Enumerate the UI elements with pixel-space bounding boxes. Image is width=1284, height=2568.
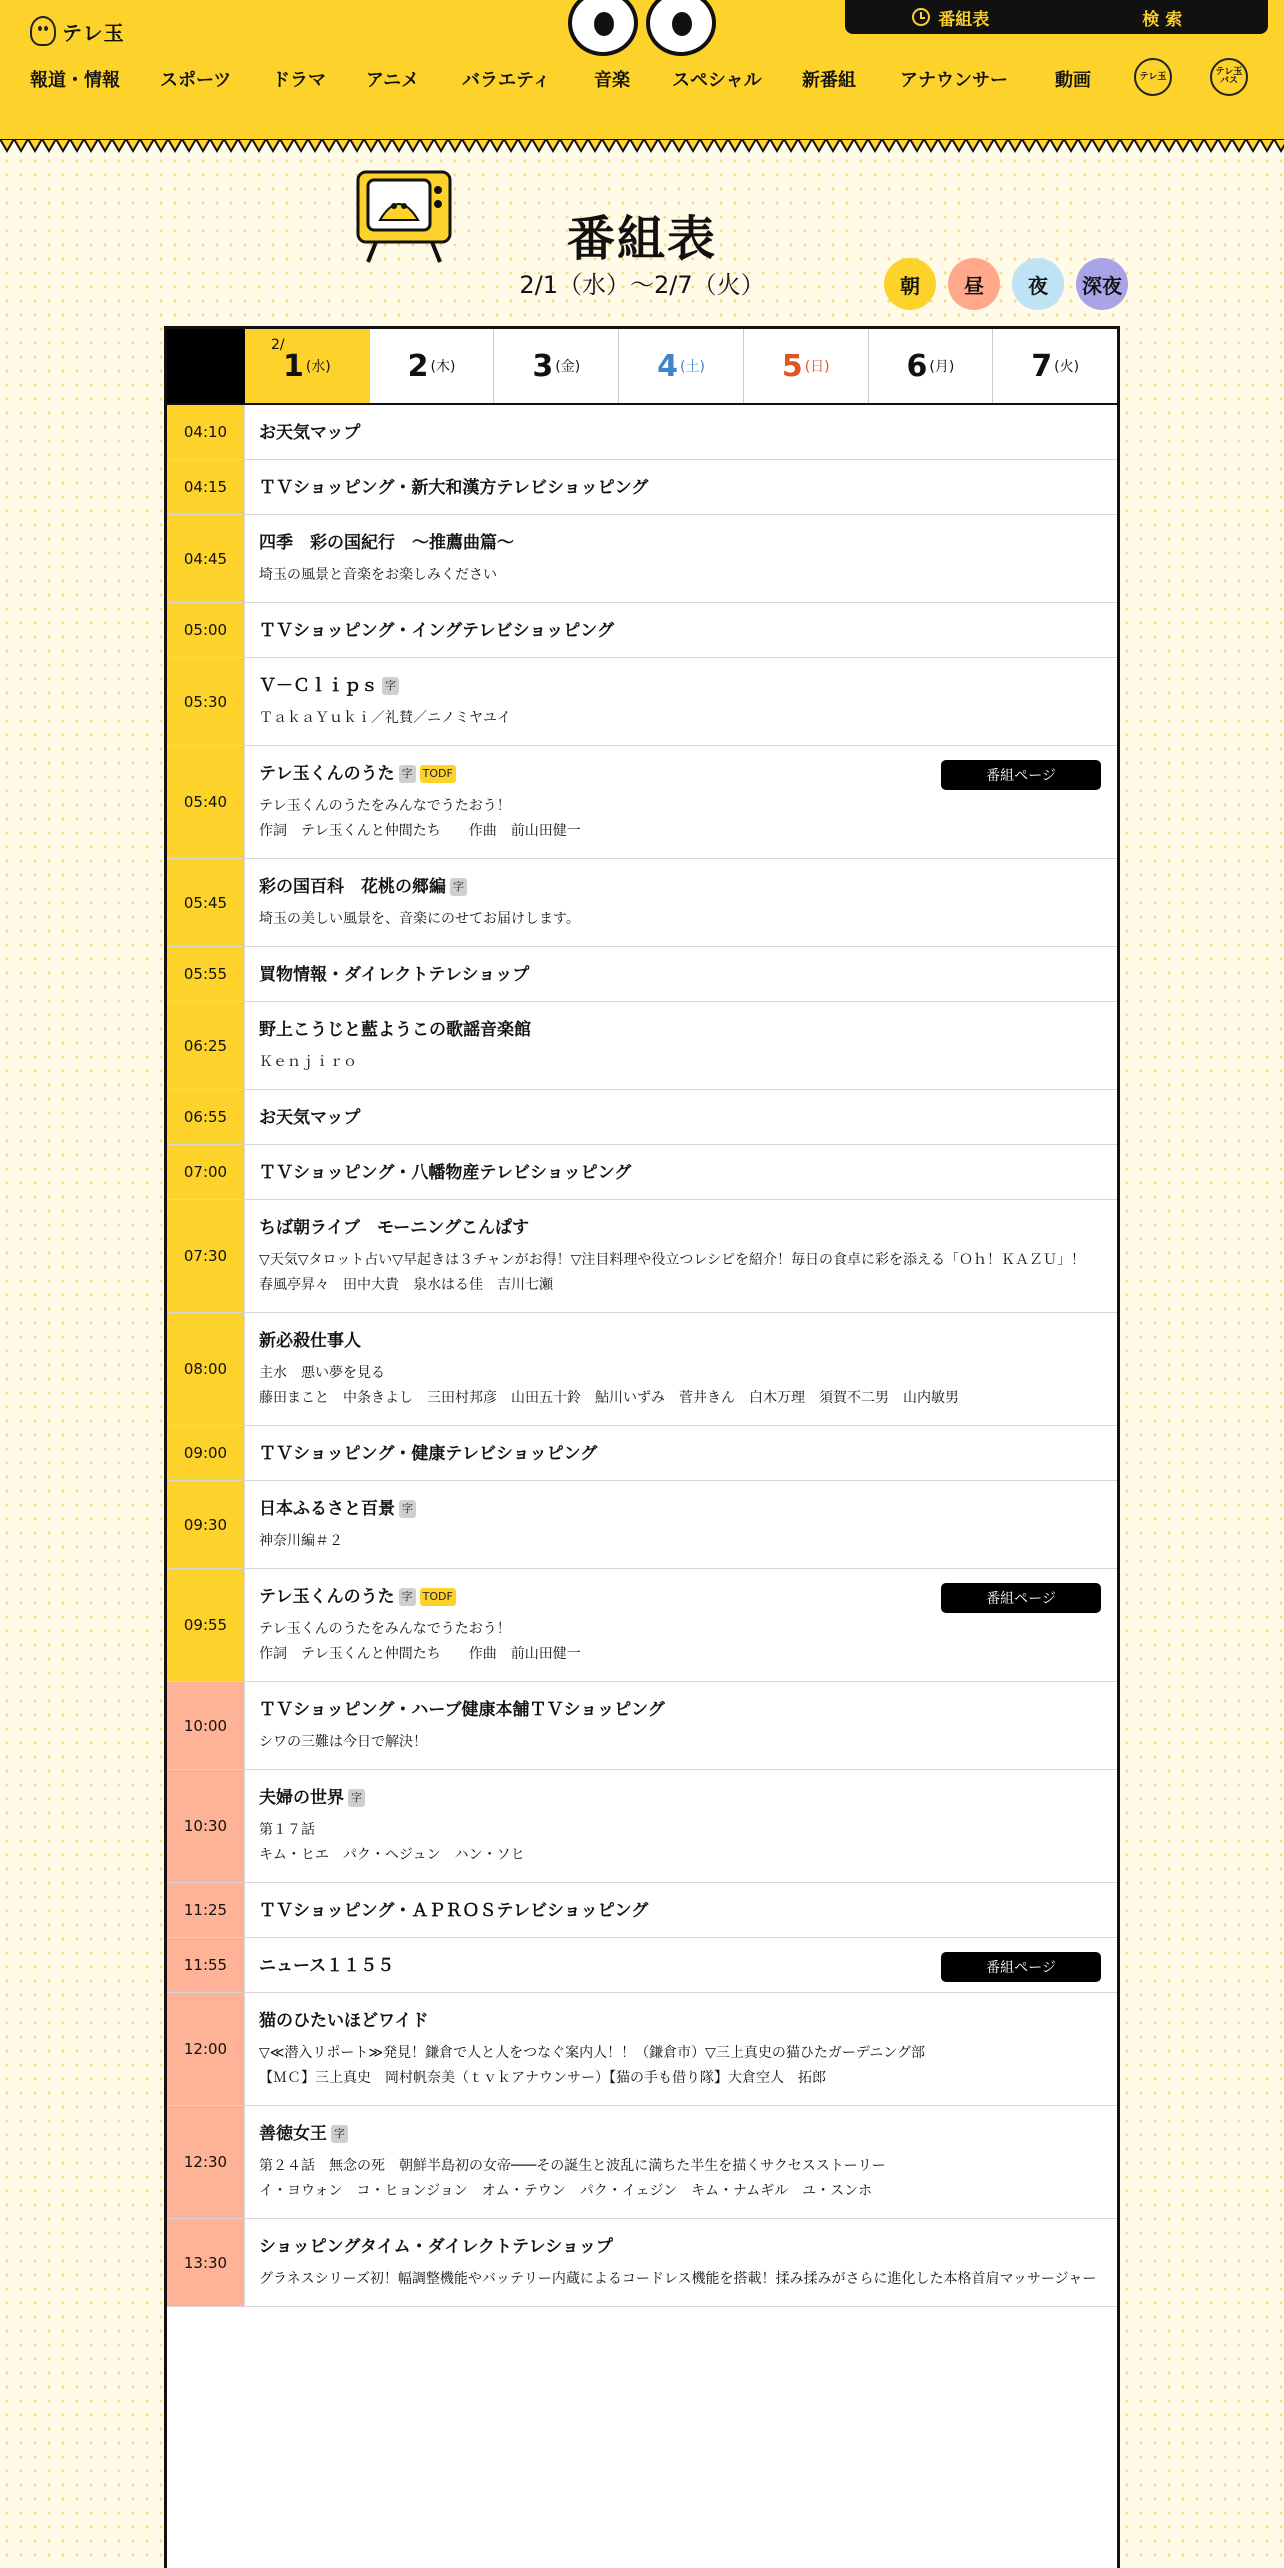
page-title: 番組表 [566,211,717,267]
teletama-bus-round-icon[interactable] [1210,58,1248,96]
program-title-text: 彩の国百科 花桃の郷編 [259,877,446,897]
program-title-text: お天気マップ [259,1108,361,1128]
program-title [259,531,1101,555]
program-body[interactable] [245,1426,1117,1480]
program-body[interactable] [245,1770,1117,1882]
day-tab[interactable] [992,329,1117,403]
todf-badge: TODF [420,1588,456,1606]
day-tab[interactable] [493,329,618,403]
program-body[interactable] [245,1993,1117,2105]
schedule-table [164,326,1120,2568]
program-description: ＴａｋａＹｕｋｉ／礼賛／ニノミヤユイ [259,710,511,726]
program-title [259,421,1101,445]
program-title-text: ショッピングタイム・ダイレクトテレショップ [259,2237,613,2257]
program-row [167,947,1117,1002]
program-row [167,1200,1117,1313]
program-title-text: 猫のひたいほどワイド [259,2011,429,2031]
program-time: 12:00 [167,1993,245,2105]
program-time: 06:25 [167,1002,245,1089]
program-title-text: Ｖ－Ｃｌｉｐｓ [259,676,378,696]
nav-anime[interactable]: アニメ [366,70,420,91]
program-body[interactable] [245,1481,1117,1568]
program-title-text: ちば朝ライブ モーニングこんぱす [259,1218,529,1238]
program-list [167,405,1117,2307]
program-time: 09:00 [167,1426,245,1480]
time-button-1[interactable]: 昼 [948,258,1000,310]
program-title-text: ＴＶショッピング・八幡物産テレビショッピング [259,1163,632,1183]
program-title [259,1216,1101,1240]
program-row [167,1426,1117,1481]
subtitle-badge: 字 [382,677,399,695]
day-tab[interactable] [245,329,369,403]
program-time: 10:30 [167,1770,245,1882]
program-title [259,1786,1101,1810]
program-title [259,2009,1101,2033]
subtitle-badge: 字 [450,878,467,896]
day-weekday: (日) [804,359,830,375]
program-body[interactable] [245,1682,1117,1769]
program-body[interactable] [245,1002,1117,1089]
program-body[interactable] [245,603,1117,657]
program-row [167,1481,1117,1569]
program-row [167,1145,1117,1200]
day-tabs [167,329,1117,405]
program-title [259,1018,1101,1042]
program-description: 主水 悪い夢を見る 藤田まこと 中条きよし 三田村邦彦 山田五十鈴 鮎川いずみ 菅井きん 白木万理 須賀不二男 山内敏男 [259,1365,959,1406]
program-title-text: 日本ふるさと百景 [259,1499,395,1519]
nav-news[interactable]: 報道・情報 [30,70,120,91]
program-title [259,674,1101,698]
program-title-text: ＴＶショッピング・健康テレビショッピング [259,1444,598,1464]
program-title [259,476,1101,500]
program-page-button[interactable]: 番組ページ [941,1583,1101,1613]
time-button-2[interactable]: 夜 [1012,258,1064,310]
program-time: 06:55 [167,1090,245,1144]
program-time: 05:00 [167,603,245,657]
program-body[interactable] [245,658,1117,745]
program-title-text: テレ玉くんのうた [259,764,395,784]
program-description: 埼玉の風景と音楽をお楽しみください [259,567,497,583]
program-title-text: ＴＶショッピング・ＡＰＲＯＳテレビショッピング [259,1901,649,1921]
program-body[interactable] [245,746,1117,858]
time-button-0[interactable]: 朝 [884,258,936,310]
program-title-text: ＴＶショッピング・イングテレビショッピング [259,621,614,641]
nav-special[interactable]: スペシャル [672,70,762,91]
subtitle-badge: 字 [331,2125,348,2143]
program-body[interactable] [245,405,1117,459]
logo-text: テレ玉 [62,20,125,45]
program-row [167,1002,1117,1090]
program-title-text: テレ玉くんのうた [259,1587,395,1607]
nav-sports[interactable]: スポーツ [160,70,232,91]
program-title-text: ニュース１１５５ [259,1956,395,1976]
program-row [167,1569,1117,1682]
mascot-eyes [568,0,716,56]
program-title [259,963,1101,987]
day-number: 6 [906,348,928,384]
program-body[interactable] [245,859,1117,946]
program-description: ▽天気▽タロット占い▽早起きは３チャンがお得！▽注目料理や役立つレシピを紹介！毎日の食卓に彩を添える「Ｏｈ！ＫＡＺＵ」！ 春風亭昇々 田中大貴 泉水はる佳 吉川七瀬 [259,1252,1086,1293]
subtitle-badge: 字 [399,1588,416,1606]
search-link-label: 検 索 [1142,9,1183,30]
day-tab[interactable] [369,329,494,403]
program-time: 04:15 [167,460,245,514]
program-time: 05:30 [167,658,245,745]
program-time: 04:45 [167,515,245,602]
program-title-text: 野上こうじと藍ようこの歌謡音楽館 [259,1020,531,1040]
nav-new-programs[interactable]: 新番組 [802,70,856,91]
program-description: シワの三難は今日で解決！ [259,1734,427,1750]
day-weekday: (木) [430,359,456,375]
nav-variety[interactable]: バラエティ [462,70,551,91]
main-nav [0,66,1284,96]
program-body[interactable] [245,460,1117,514]
day-number: 5 [781,348,803,384]
program-row [167,1682,1117,1770]
subtitle-badge: 字 [348,1789,365,1807]
program-time: 11:25 [167,1883,245,1937]
mascot-icon [30,16,56,46]
nav-announcers[interactable]: アナウンサー [900,70,1008,91]
day-tabs-corner [167,329,245,403]
program-row [167,859,1117,947]
day-number: 4 [657,348,678,384]
search-link[interactable] [1057,5,1269,30]
program-title-text: 夫婦の世界 [259,1788,344,1808]
day-weekday: (水) [305,359,331,375]
program-title-text: ＴＶショッピング・新大和漢方テレビショッピング [259,478,649,498]
day-weekday: (月) [929,359,955,375]
schedule-link[interactable] [845,5,1057,30]
site-header [0,0,1284,140]
eye-icon [568,0,638,56]
program-title [259,1899,1101,1923]
program-time: 08:00 [167,1313,245,1425]
day-weekday: (土) [679,359,705,375]
site-logo[interactable] [30,16,125,46]
program-time: 09:30 [167,1481,245,1568]
date-range: 2/1（水）〜2/7（火） [519,271,765,299]
program-row [167,1883,1117,1938]
program-row [167,2219,1117,2307]
clock-icon [912,8,930,26]
program-title [259,1161,1101,1185]
nav-drama[interactable]: ドラマ [272,70,326,91]
program-title-text: 四季 彩の国紀行 ～推薦曲篇～ [259,533,514,553]
day-tab[interactable] [743,329,868,403]
day-number: 7 [1031,348,1053,384]
day-month: 2/ [271,337,285,353]
program-body[interactable] [245,1313,1117,1425]
program-page-button[interactable]: 番組ページ [941,1952,1101,1982]
program-row [167,1770,1117,1883]
round-icon-label: テレ玉 [1139,71,1167,82]
program-title [259,619,1101,643]
program-title [259,2235,1101,2259]
program-row [167,746,1117,859]
program-time: 05:45 [167,859,245,946]
program-title [259,1497,1101,1521]
program-row [167,1313,1117,1426]
program-description: 第２４話 無念の死 朝鮮半島初の女帝───その誕生と波乱に満ちた半生を描くサクセスストーリー イ・ヨウォン コ・ヒョンジョン オム・テウン パク・イェジン キム・ナムギル ユ・スンホ [259,2158,886,2199]
program-time: 09:55 [167,1569,245,1681]
program-description: グラネスシリーズ初！幅調整機能やバッテリー内蔵によるコードレス機能を搭載！揉み揉みがさらに進化した本格首肩マッサージャー [259,2271,1097,2287]
nav-music[interactable]: 音楽 [594,70,630,91]
header-zigzag-edge [0,139,1284,155]
program-row [167,1938,1117,1993]
nav-video[interactable]: 動画 [1055,70,1091,91]
program-time: 05:40 [167,746,245,858]
program-body[interactable] [245,1883,1117,1937]
program-row [167,1993,1117,2106]
program-time: 04:10 [167,405,245,459]
program-body[interactable] [245,1200,1117,1312]
program-time: 05:55 [167,947,245,1001]
program-body[interactable] [245,1938,1117,1992]
program-title-text: お天気マップ [259,423,361,443]
program-time: 12:30 [167,2106,245,2218]
program-body[interactable] [245,947,1117,1001]
program-description: ▽≪潜入リポート≫発見！鎌倉で人と人をつなぐ案内人！！（鎌倉市）▽三上真史の猫ひたガーデニング部 【ＭＣ】三上真史 岡村帆奈美（ｔｖｋアナウンサー）【猫の手も借り隊】大倉空人 拓郎 [259,2045,926,2086]
program-description: テレ玉くんのうたをみんなでうたおう！ 作詞 テレ玉くんと仲間たち 作曲 前山田健一 [259,798,581,839]
program-row [167,603,1117,658]
program-body[interactable] [245,1569,1117,1681]
eye-icon [646,0,716,56]
day-number: 3 [532,348,554,384]
program-title [259,875,1101,899]
program-page-button[interactable]: 番組ページ [941,760,1101,790]
program-title-text: 善徳女王 [259,2124,327,2144]
program-row [167,658,1117,746]
todf-badge: TODF [420,765,456,783]
program-title [259,1329,1101,1353]
subtitle-badge: 字 [399,765,416,783]
program-body[interactable] [245,515,1117,602]
program-title [259,2122,1101,2146]
teletama-round-icon[interactable] [1134,58,1172,96]
program-time: 13:30 [167,2219,245,2306]
subtitle-badge: 字 [399,1500,416,1518]
program-time: 11:55 [167,1938,245,1992]
program-body[interactable] [245,2219,1117,2306]
program-title [259,1442,1101,1466]
program-description: テレ玉くんのうたをみんなでうたおう！ 作詞 テレ玉くんと仲間たち 作曲 前山田健一 [259,1621,581,1662]
day-number: 1 [282,348,304,384]
program-time: 07:30 [167,1200,245,1312]
day-tab[interactable] [618,329,743,403]
round-icon-label: テレ玉バス [1215,67,1243,86]
program-title-text: 新必殺仕事人 [259,1331,361,1351]
program-title-text: 買物情報・ダイレクトテレショップ [259,965,530,985]
program-body[interactable] [245,1145,1117,1199]
program-title [259,1106,1101,1130]
program-row [167,405,1117,460]
program-description: Ｋｅｎｊｉｒｏ [259,1054,357,1070]
top-utility-bar [845,0,1268,34]
program-description: 埼玉の美しい風景を、音楽にのせてお届けします。 [259,911,580,927]
schedule-link-label: 番組表 [938,9,990,30]
program-row [167,1090,1117,1145]
day-weekday: (金) [555,359,581,375]
program-title [259,1698,1101,1722]
program-row [167,2106,1117,2219]
program-row [167,515,1117,603]
day-number: 2 [407,348,429,384]
day-tab[interactable] [868,329,993,403]
program-time: 07:00 [167,1145,245,1199]
program-body[interactable] [245,1090,1117,1144]
program-description: 神奈川編＃２ [259,1533,343,1549]
program-time: 10:00 [167,1682,245,1769]
time-of-day-buttons [884,258,1128,310]
day-weekday: (火) [1054,359,1080,375]
program-description: 第１７話 キム・ヒエ パク・ヘジュン ハン・ソヒ [259,1822,525,1863]
program-body[interactable] [245,2106,1117,2218]
time-button-3[interactable]: 深夜 [1076,258,1128,310]
program-row [167,460,1117,515]
program-title-text: ＴＶショッピング・ハーブ健康本舗ＴＶショッピング [259,1700,665,1720]
